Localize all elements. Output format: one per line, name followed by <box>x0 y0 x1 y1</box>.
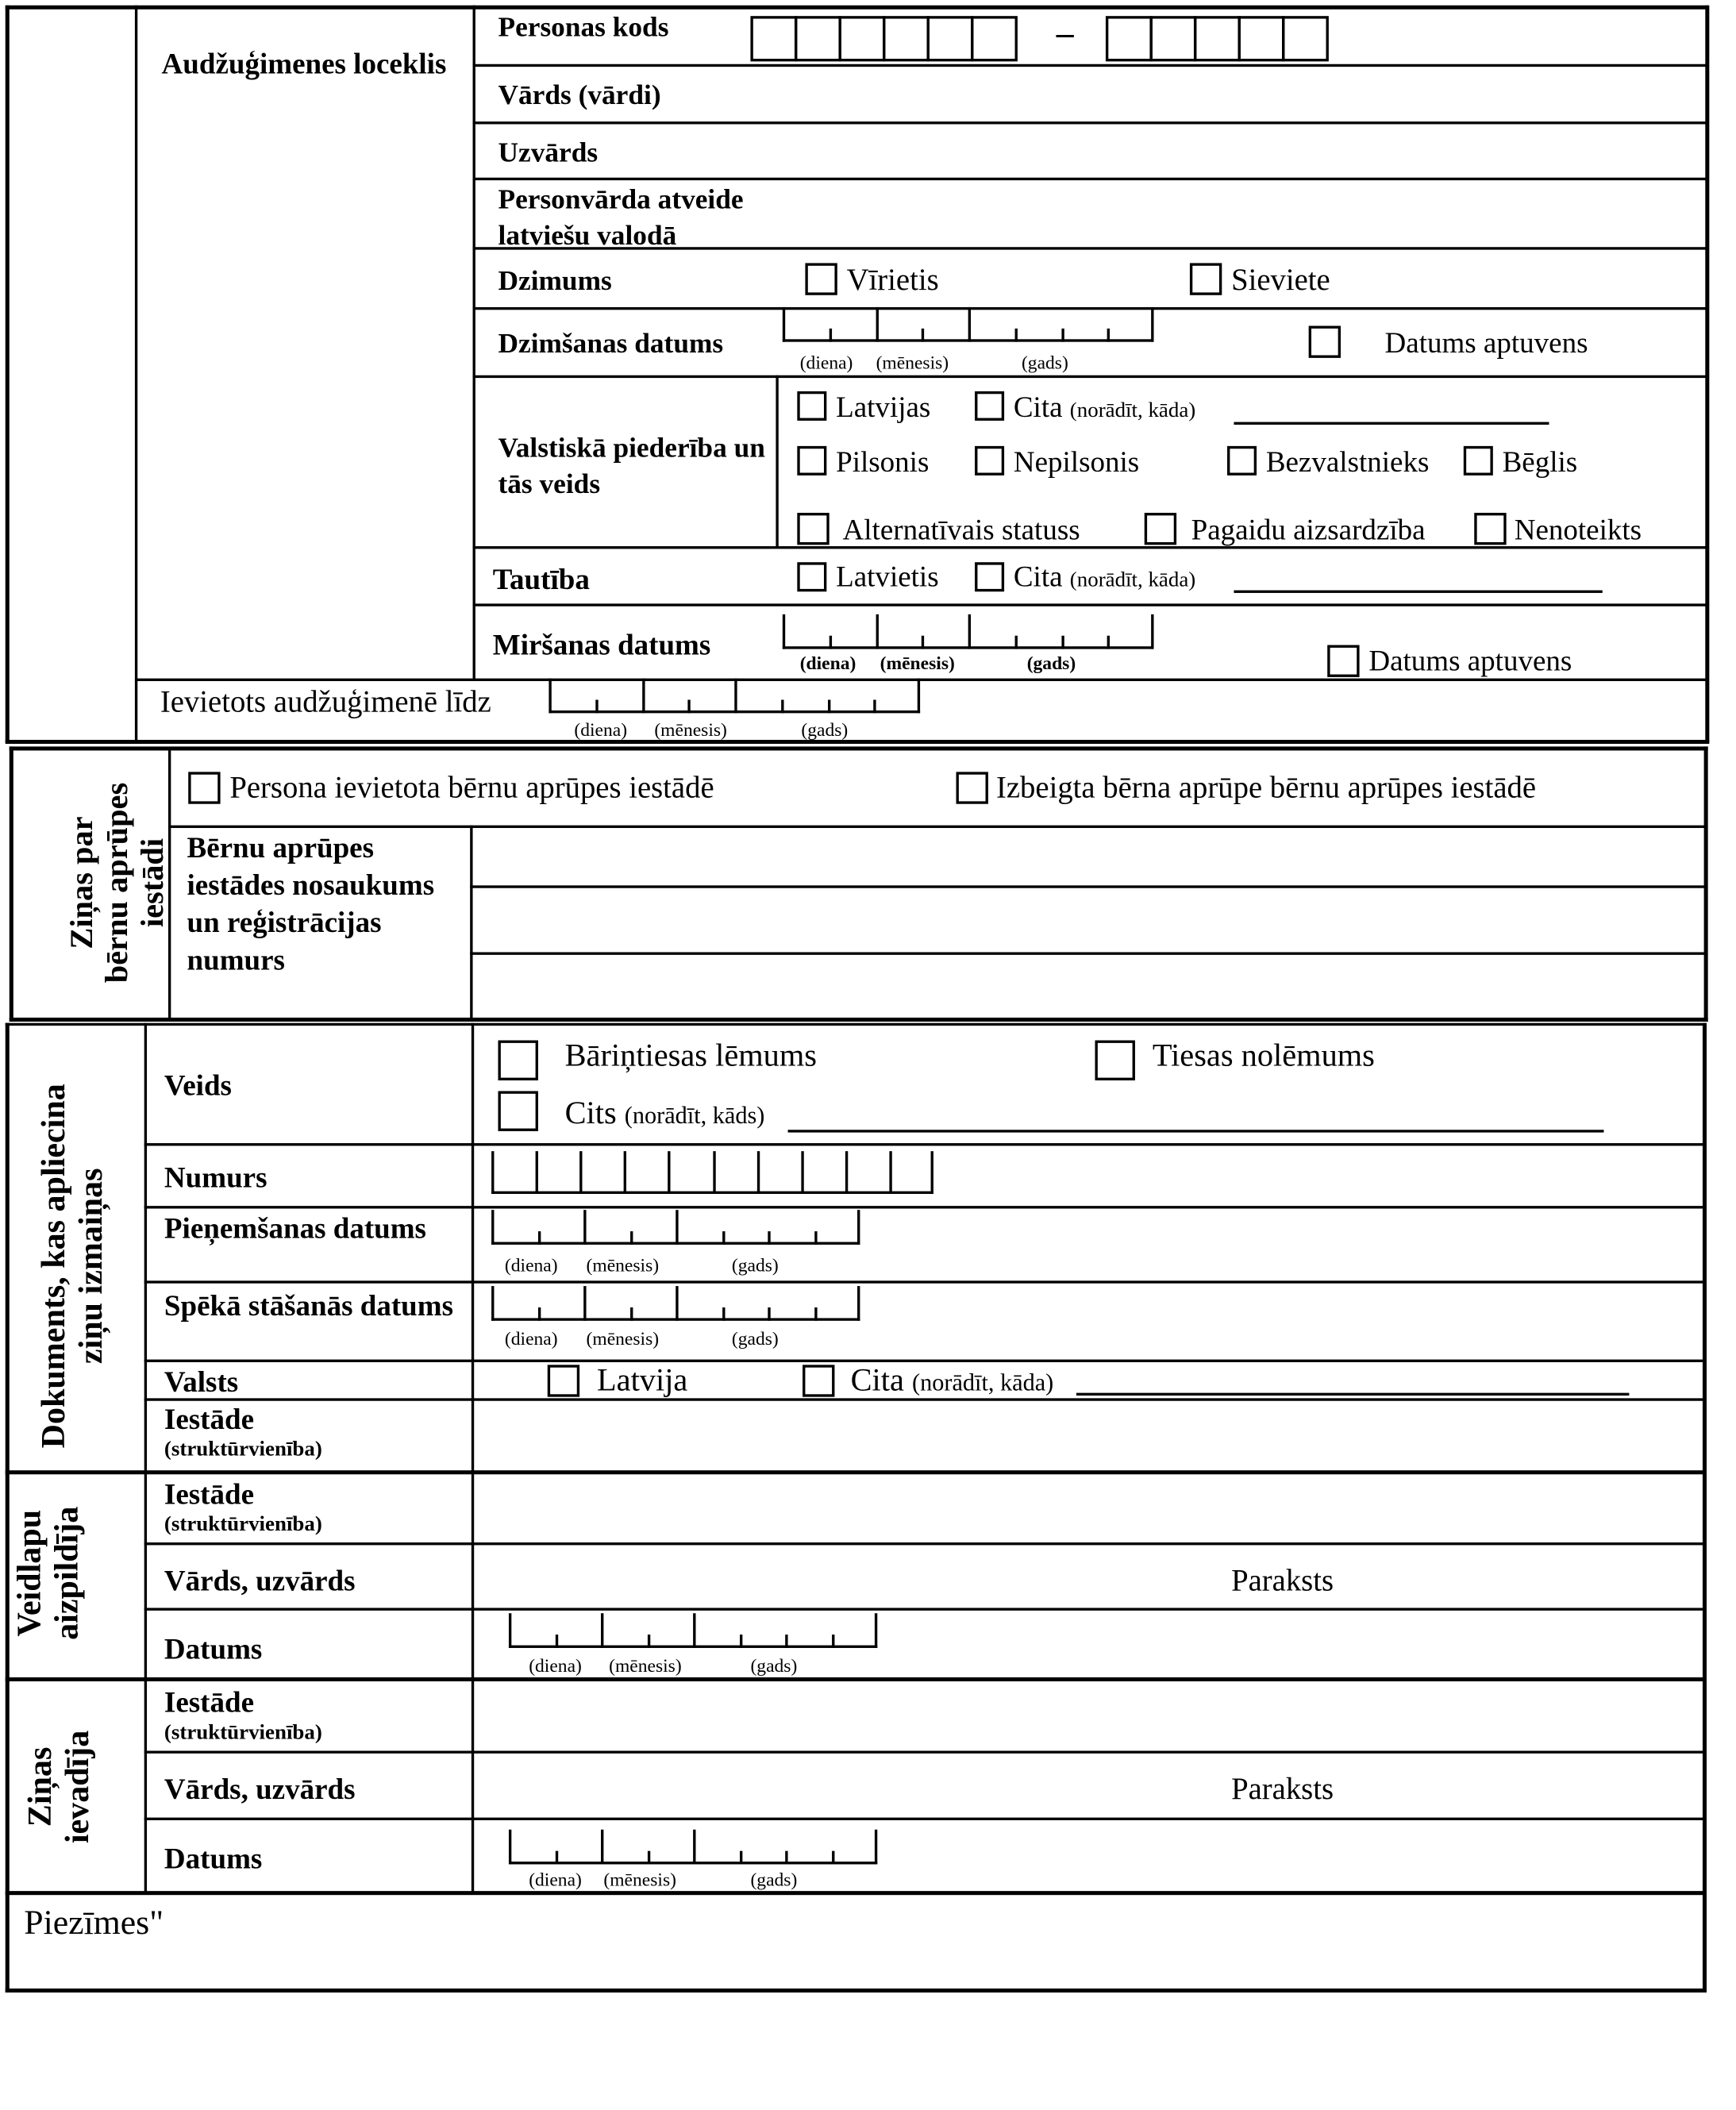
field-tick <box>922 329 924 342</box>
field-tick <box>601 1830 603 1865</box>
field-tick <box>676 1286 678 1321</box>
field-tick <box>630 1231 633 1245</box>
childcare-label-line3: iestādi <box>136 837 171 928</box>
filler-name-label: Vārds, uzvārds <box>164 1563 356 1598</box>
field-tick <box>783 614 785 649</box>
institution-name-line-3[interactable] <box>475 957 1701 1017</box>
gender-label: Dzimums <box>498 264 612 297</box>
birth-approx-checkbox[interactable] <box>1309 325 1341 357</box>
form-filler-label-line1: Veidlapu <box>12 1509 48 1637</box>
given-names-label: Vārds (vārdi) <box>498 79 661 111</box>
field-tick <box>781 700 783 714</box>
filler-institution-sub: (struktūrvienība) <box>164 1513 322 1537</box>
field-tick <box>509 1830 511 1865</box>
placed-until-date-field[interactable] <box>549 679 920 714</box>
death-date-year-caption: (gads) <box>1026 654 1076 675</box>
field-tick <box>922 636 924 649</box>
citizenship-latvian-checkbox[interactable] <box>797 391 826 421</box>
entry-name-field[interactable] <box>477 1755 1198 1815</box>
alternative-status-label: Alternatīvais statuss <box>842 513 1080 547</box>
document-institution-sub: (struktūrvienība) <box>164 1438 322 1462</box>
document-number-field[interactable] <box>491 1151 933 1194</box>
entry-institution-label <box>164 1685 322 1746</box>
placed-until-month-caption: (mēnesis) <box>654 721 727 741</box>
entry-day-caption: (diena) <box>529 1870 582 1892</box>
document-section-label <box>36 1053 124 1480</box>
field-tick <box>1061 636 1064 649</box>
death-date-field[interactable] <box>783 614 1154 649</box>
care-ended-label: Izbeigta bērna aprūpe bērnu aprūpes iestādē <box>995 770 1537 804</box>
field-tick <box>1015 636 1018 649</box>
temporary-protection-checkbox[interactable] <box>1145 513 1176 545</box>
given-names-field[interactable] <box>801 67 1696 120</box>
field-tick <box>832 1634 834 1648</box>
refugee-checkbox[interactable] <box>1464 446 1493 476</box>
document-institution-label <box>164 1402 322 1463</box>
adoption-date-field[interactable] <box>491 1210 860 1245</box>
citizenship-other-label <box>1013 390 1196 424</box>
entry-month-caption: (mēnesis) <box>603 1870 676 1892</box>
field-tick <box>579 1151 582 1194</box>
field-tick <box>876 307 879 342</box>
field-tick <box>648 1634 650 1648</box>
field-tick <box>549 679 551 714</box>
field-tick <box>814 1307 817 1321</box>
document-label-line1: Dokuments, kas apliecina <box>36 1084 72 1449</box>
field-tick <box>740 1634 742 1648</box>
field-tick <box>814 1231 817 1245</box>
field-tick <box>538 1231 541 1245</box>
birth-date-field[interactable] <box>783 307 1154 342</box>
field-tick <box>693 1613 695 1648</box>
field-tick <box>687 700 690 714</box>
field-tick <box>491 1151 494 1194</box>
field-tick <box>491 1286 494 1321</box>
nationality-other-label <box>1013 559 1196 593</box>
nationality-other-checkbox[interactable] <box>975 562 1004 591</box>
field-tick <box>648 1851 650 1865</box>
field-tick <box>713 1151 715 1194</box>
field-tick <box>509 1613 511 1648</box>
citizenship-latvian-label: Latvijas <box>836 390 931 424</box>
field-tick <box>768 1231 770 1245</box>
field-tick <box>968 307 971 342</box>
placed-in-institution-checkbox[interactable] <box>188 772 220 803</box>
field-tick <box>536 1151 538 1194</box>
field-tick <box>1015 329 1018 342</box>
male-label: Vīrietis <box>846 263 939 297</box>
personal-code-separator: – <box>1056 13 1074 52</box>
field-tick <box>876 614 879 649</box>
entry-institution-sub: (struktūrvienība) <box>164 1722 322 1745</box>
adoption-year-caption: (gads) <box>731 1257 779 1277</box>
field-tick <box>757 1151 760 1194</box>
death-approx-checkbox[interactable] <box>1327 645 1359 677</box>
document-other-hint: (norādīt, kāds) <box>624 1101 765 1129</box>
birth-date-label: Dzimšanas datums <box>498 327 724 360</box>
field-tick <box>1061 329 1064 342</box>
field-tick <box>624 1151 626 1194</box>
citizenship-label: Valstiskā piederība un tās veids <box>498 431 765 500</box>
field-tick <box>734 679 737 714</box>
nationality-latvian-label: Latvietis <box>836 559 939 593</box>
field-tick <box>722 1307 725 1321</box>
birth-approx-label: Datums aptuvens <box>1384 325 1588 360</box>
entry-name-label: Vārds, uzvārds <box>164 1772 356 1806</box>
field-tick <box>857 1210 860 1245</box>
institution-name-line-2[interactable] <box>475 889 1701 949</box>
field-tick <box>583 1286 586 1321</box>
latvian-form-label: Personvārda atveide latviešu valodā <box>498 183 744 252</box>
field-tick <box>875 1613 877 1648</box>
document-number-label: Numurs <box>164 1160 268 1194</box>
field-tick <box>676 1210 678 1245</box>
citizen-checkbox[interactable] <box>797 446 826 476</box>
latvian-form-field[interactable] <box>801 180 1696 247</box>
filler-name-field[interactable] <box>477 1546 1198 1607</box>
male-checkbox[interactable] <box>805 263 837 295</box>
data-entry-section-label <box>23 1707 111 1867</box>
field-tick <box>918 679 920 714</box>
death-date-label: Miršanas datums <box>492 627 711 661</box>
adoption-month-caption: (mēnesis) <box>586 1257 660 1277</box>
institution-name-label: Bērnu aprūpes iestādes nosaukums un reģistrācijas numurs <box>187 830 435 976</box>
refugee-label: Bēglis <box>1502 445 1578 479</box>
field-tick <box>873 700 876 714</box>
entry-institution-text: Iestāde <box>164 1685 255 1719</box>
effective-year-caption: (gads) <box>731 1330 779 1350</box>
field-tick <box>1107 636 1110 649</box>
form-filler-section-label <box>12 1493 100 1654</box>
field-tick <box>693 1830 695 1865</box>
field-tick <box>601 1613 603 1648</box>
nationality-latvian-checkbox[interactable] <box>797 562 826 591</box>
birth-date-day-caption: (diena) <box>799 353 853 375</box>
field-tick <box>845 1151 848 1194</box>
notes-label: Piezīmes" <box>24 1903 164 1943</box>
field-tick <box>595 700 598 714</box>
filler-date-label: Datums <box>164 1631 263 1665</box>
field-tick <box>968 614 971 649</box>
data-entry-label-line1: Ziņas <box>22 1746 60 1827</box>
field-tick <box>832 1851 834 1865</box>
document-other-label <box>565 1098 765 1130</box>
field-tick <box>556 1634 558 1648</box>
birth-date-month-caption: (mēnesis) <box>876 353 949 375</box>
court-ruling-checkbox[interactable] <box>1095 1041 1134 1080</box>
effective-date-label: Spēkā stāšanās datums <box>164 1288 453 1323</box>
noncitizen-label: Nepilsonis <box>1013 445 1140 479</box>
citizenship-other-text: Cita <box>1013 390 1063 424</box>
document-label-line2: ziņu izmaiņas <box>72 1168 110 1365</box>
entry-signature-label: Paraksts <box>1231 1772 1334 1806</box>
alternative-status-checkbox[interactable] <box>797 513 829 545</box>
childcare-label-line1: Ziņas par <box>65 816 101 949</box>
filler-institution-label <box>164 1477 322 1538</box>
field-tick <box>538 1307 541 1321</box>
filler-signature-label: Paraksts <box>1231 1563 1334 1598</box>
country-latvia-checkbox[interactable] <box>548 1365 579 1396</box>
country-label: Valsts <box>164 1365 239 1399</box>
personal-code-second-part[interactable] <box>1108 16 1329 64</box>
field-tick <box>931 1151 933 1194</box>
field-tick <box>785 1851 787 1865</box>
field-tick <box>556 1851 558 1865</box>
birth-date-year-caption: (gads) <box>1021 353 1068 375</box>
field-tick <box>583 1210 586 1245</box>
childcare-section-label <box>65 749 171 1016</box>
entry-year-caption: (gads) <box>750 1870 798 1892</box>
field-tick <box>857 1286 860 1321</box>
nationality-other-line[interactable] <box>1234 591 1602 593</box>
field-tick <box>630 1307 633 1321</box>
country-other-line[interactable] <box>1076 1393 1629 1396</box>
surname-field[interactable] <box>801 124 1696 177</box>
filler-institution-text: Iestāde <box>164 1477 255 1511</box>
field-tick <box>875 1830 877 1865</box>
document-institution-field[interactable] <box>477 1402 1699 1469</box>
death-date-day-caption: (diena) <box>799 654 856 675</box>
field-tick <box>1151 614 1153 649</box>
field-tick <box>668 1151 670 1194</box>
placed-until-year-caption: (gads) <box>801 721 849 741</box>
personal-code-first-part[interactable] <box>753 16 1018 64</box>
document-other-text: Cits <box>564 1096 617 1131</box>
document-other-checkbox[interactable] <box>498 1091 537 1130</box>
orphan-court-checkbox[interactable] <box>498 1041 537 1080</box>
undetermined-checkbox[interactable] <box>1474 513 1506 545</box>
orphan-court-label: Bāriņtiesas lēmums <box>564 1038 817 1074</box>
placed-until-label: Ievietots audžuģimenē līdz <box>160 685 491 719</box>
document-institution-text: Iestāde <box>164 1402 255 1436</box>
field-tick <box>1151 307 1153 342</box>
adoption-date-label: Pieņemšanas datums <box>164 1211 426 1245</box>
data-entry-label-line2: ievadīja <box>59 1730 96 1844</box>
death-date-month-caption: (mēnesis) <box>880 654 955 675</box>
country-other-checkbox[interactable] <box>803 1365 834 1396</box>
citizen-label: Pilsonis <box>836 445 930 479</box>
notes-field[interactable] <box>13 1950 1699 1985</box>
filler-year-caption: (gads) <box>750 1657 798 1677</box>
document-type-label: Veids <box>164 1068 232 1102</box>
field-tick <box>830 636 832 649</box>
country-other-text: Cita <box>850 1363 904 1399</box>
field-tick <box>1107 329 1110 342</box>
institution-name-line-1[interactable] <box>475 830 1701 883</box>
female-label: Sieviete <box>1231 263 1330 297</box>
field-tick <box>740 1851 742 1865</box>
field-tick <box>785 1634 787 1648</box>
nationality-label: Tautība <box>492 562 590 596</box>
field-tick <box>830 329 832 342</box>
filler-day-caption: (diena) <box>529 1657 582 1677</box>
country-other-label <box>850 1363 1054 1399</box>
entry-institution-field[interactable] <box>477 1685 1699 1748</box>
country-other-hint: (norādīt, kāda) <box>912 1369 1054 1396</box>
field-tick <box>889 1151 891 1194</box>
stateless-checkbox[interactable] <box>1227 446 1257 476</box>
filler-date-field[interactable] <box>509 1613 877 1648</box>
field-tick <box>828 700 830 714</box>
field-tick <box>783 307 785 342</box>
surname-label: Uzvārds <box>498 136 599 168</box>
field-tick <box>491 1210 494 1245</box>
noncitizen-checkbox[interactable] <box>975 446 1004 476</box>
nationality-other-hint: (norādīt, kāda) <box>1069 568 1196 592</box>
stateless-label: Bezvalstnieks <box>1265 445 1430 479</box>
field-tick <box>768 1307 770 1321</box>
entry-date-label: Datums <box>164 1841 263 1875</box>
effective-date-field[interactable] <box>491 1286 860 1321</box>
field-tick <box>722 1231 725 1245</box>
temporary-protection-label: Pagaidu aizsardzība <box>1191 513 1426 547</box>
care-ended-checkbox[interactable] <box>957 772 988 803</box>
entry-date-field[interactable] <box>509 1830 877 1865</box>
adoption-day-caption: (diena) <box>504 1257 558 1277</box>
female-checkbox[interactable] <box>1190 263 1222 295</box>
personal-code-label: Personas kods <box>498 10 669 43</box>
country-latvia-label: Latvija <box>596 1363 688 1399</box>
citizenship-other-line[interactable] <box>1234 422 1549 425</box>
effective-day-caption: (diena) <box>504 1330 558 1350</box>
effective-month-caption: (mēnesis) <box>586 1330 660 1350</box>
nationality-other-text: Cita <box>1013 559 1063 593</box>
court-ruling-label: Tiesas nolēmums <box>1152 1038 1375 1074</box>
citizenship-other-checkbox[interactable] <box>975 391 1004 421</box>
filler-month-caption: (mēnesis) <box>609 1657 682 1677</box>
field-tick <box>801 1151 803 1194</box>
document-other-line[interactable] <box>788 1130 1604 1132</box>
filler-institution-field[interactable] <box>477 1477 1699 1540</box>
citizenship-other-hint: (norādīt, kāda) <box>1069 399 1196 422</box>
family-member-section-label: Audžuģimenes loceklis <box>161 46 447 80</box>
death-approx-label: Datums aptuvens <box>1368 643 1572 677</box>
placed-until-day-caption: (diena) <box>574 721 628 741</box>
field-tick <box>642 679 645 714</box>
placed-in-institution-label: Persona ievietota bērnu aprūpes iestādē <box>229 770 714 804</box>
childcare-label-line2: bērnu aprūpes <box>100 782 136 984</box>
form-filler-label-line2: aizpildīja <box>48 1506 85 1640</box>
undetermined-label: Nenoteikts <box>1514 513 1642 547</box>
